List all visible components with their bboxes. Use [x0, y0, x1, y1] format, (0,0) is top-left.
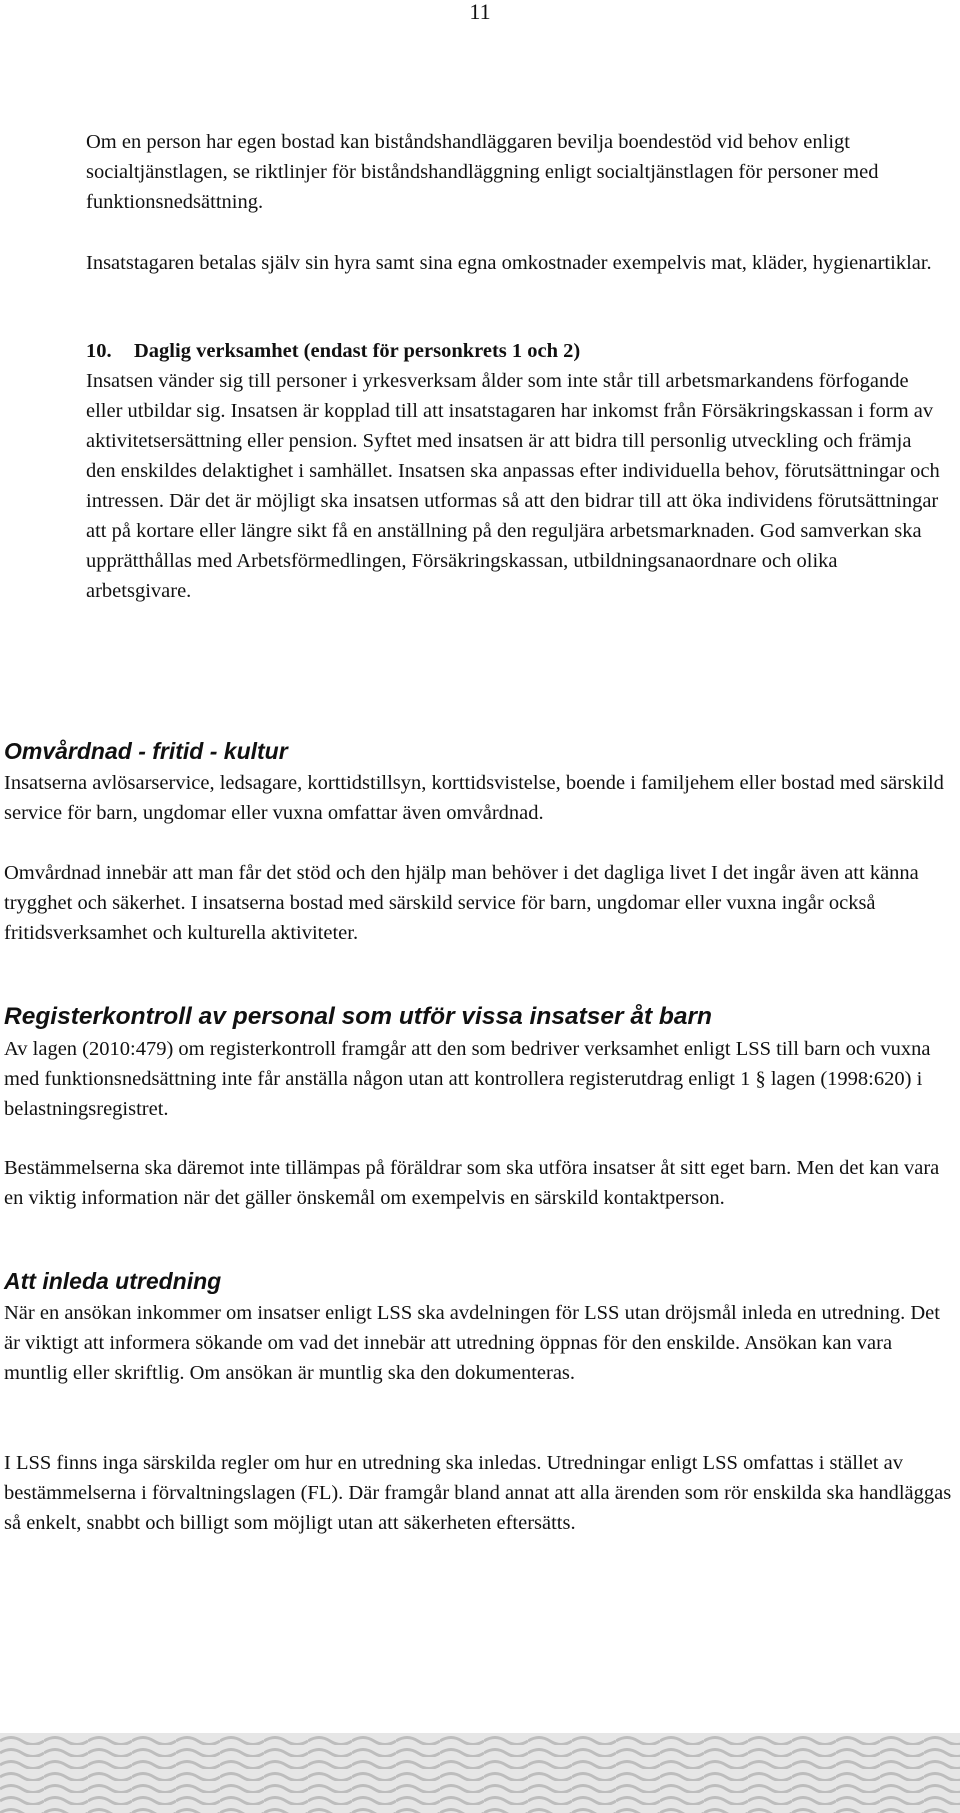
section-heading-omvardnad: Omvårdnad - fritid - kultur	[4, 738, 288, 764]
section-heading-utredning: Att inleda utredning	[4, 1268, 222, 1294]
paragraph-boendestod: Om en person har egen bostad kan biståndshandläggaren bevilja boendestöd vid behov enligt socialtjänstlagen, se riktlinjer för biståndshandläggning enligt socialtjänstlagen för personer med funktionsnedsättning.	[86, 131, 879, 213]
paragraph-hyra: Insatstagaren betalas själv sin hyra samt sina egna omkostnader exempelvis mat, kläder, hygienartiklar.	[86, 252, 932, 274]
list-item-number: 10.	[86, 340, 112, 362]
paragraph-daglig-verksamhet: Insatsen vänder sig till personer i yrkesverksam ålder som inte står till arbetsmarkandens förfogande eller utbildar sig. Insatsen är kopplad till att insatstagaren har inkomst från Försäkringskassan i form av aktivitetsersättning eller pension. Syftet med insatsen är att bidra till personlig utveckling och främja den enskildes delaktighet i samhället. Insatsen ska anpassas efter individuella behov, förutsättningar och intressen. Där det är möjligt ska insatsen utformas så att den bidrar till att öka individens förutsättningar att på kortare eller längre sikt få en anställning på den reguljära arbetsmarknaden. God samverkan ska upprätthållas med Arbetsförmedlingen, Försäkringskassan, utbildningsanaordnare och olika arbetsgivare.	[86, 370, 940, 602]
page-number: 11	[469, 0, 491, 24]
list-item-heading	[86, 336, 946, 366]
paragraph-utredning-2: I LSS finns inga särskilda regler om hur en utredning ska inledas. Utredningar enligt LSS omfattas i stället av bestämmelserna i förvaltningslagen (FL). Där framgår bland annat att alla ärenden som rör enskilda ska handläggas så enkelt, snabbt och billigt som möjligt utan att säkerheten eftersätts.	[4, 1452, 952, 1534]
paragraph-registerkontroll-2: Bestämmelserna ska däremot inte tillämpas på föräldrar som ska utföra insatser åt sitt eget barn. Men det kan vara en viktig information när det gäller önskemål om exempelvis en särskild kontaktperson.	[4, 1157, 940, 1209]
paragraph-registerkontroll-1: Av lagen (2010:479) om registerkontroll framgår att den som bedriver verksamhet enligt LSS till barn och vuxna med funktionsnedsättning inte får anställa någon utan att kontrollera registerutdrag enligt 1 § lagen (1998:620) i belastningsregistret.	[4, 1038, 931, 1120]
section-heading-registerkontroll: Registerkontroll av personal som utför vissa insatser åt barn	[4, 1003, 712, 1030]
paragraph-utredning-1: När en ansökan inkommer om insatser enligt LSS ska avdelningen för LSS utan dröjsmål inleda en utredning. Det är viktigt att informera sökande om vad det innebär att utredning öppnas för den enskilde. Ansökan kan vara muntlig eller skriftlig. Om ansökan är muntlig ska den dokumenteras.	[4, 1302, 940, 1384]
paragraph-omvardnad-2: Omvårdnad innebär att man får det stöd och den hjälp man behöver i det dagliga livet I det ingår även att känna trygghet och säkerhet. I insatserna bostad med särskild service för barn, ungdomar eller vuxna ingår också fritidsverksamhet och kulturella aktiviteter.	[4, 862, 919, 944]
footer-wave-decoration	[0, 1733, 960, 1813]
paragraph-omvardnad-1: Insatserna avlösarservice, ledsagare, korttidstillsyn, korttidsvistelse, boende i familjehem eller bostad med särskild service för barn, ungdomar eller vuxna omfattar även omvårdnad.	[4, 772, 944, 824]
list-item-title: Daglig verksamhet (endast för personkrets 1 och 2)	[134, 340, 581, 362]
